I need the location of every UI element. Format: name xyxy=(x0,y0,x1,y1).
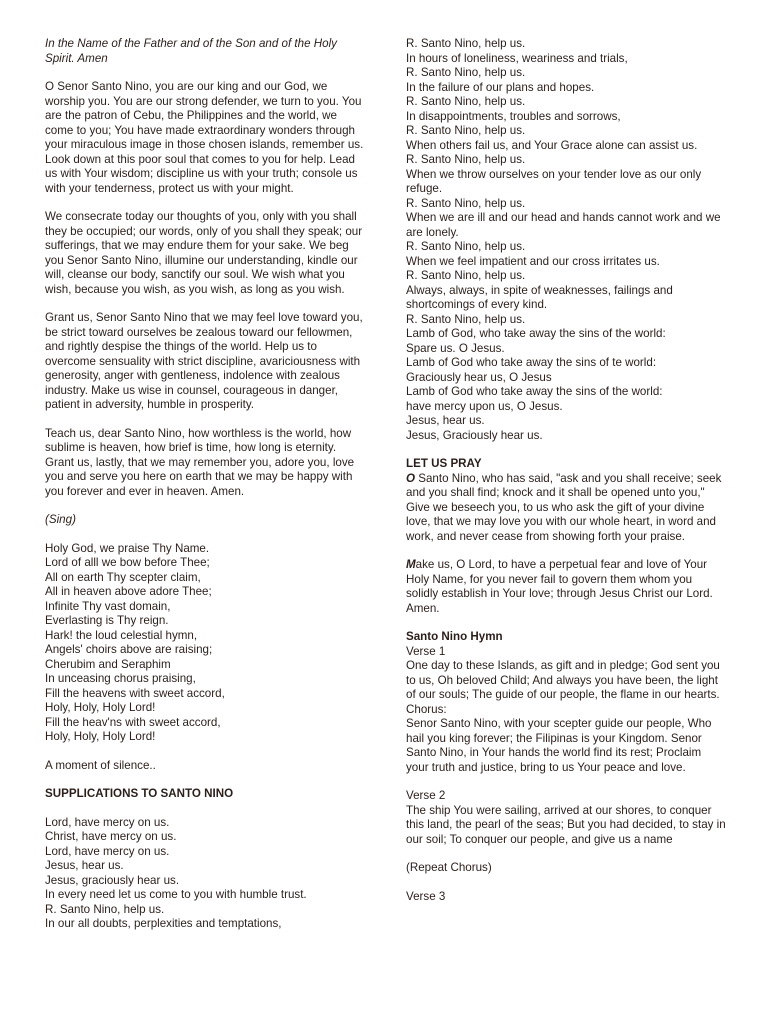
hymn-line: Infinite Thy vast domain, xyxy=(45,599,171,613)
litany-line: Jesus, hear us. xyxy=(45,859,124,872)
litany-line: When we feel impatient and our cross irritates us. xyxy=(406,254,660,268)
litany-line: R. Santo Nino, help us. xyxy=(406,196,526,210)
closing-prayer-2-text: ake us, O Lord, to have a perpetual fear and love of Your Holy Name, for you never fail to govern them whom you solidly establish in Your love; through Jesus Christ our Lord. Amen. xyxy=(406,558,713,615)
litany-line: R. Santo Nino, help us. xyxy=(406,124,526,137)
hymn-line: All on earth Thy scepter claim, xyxy=(45,570,201,584)
litany-line: R. Santo Nino, help us. xyxy=(406,95,526,108)
supplications-heading: SUPPLICATIONS TO SANTO NINO xyxy=(45,787,234,800)
verse-3-label: Verse 3 xyxy=(406,889,446,903)
litany-line: Lord, have mercy on us. xyxy=(45,815,170,829)
litany-line: In disappointments, troubles and sorrows, xyxy=(406,109,621,123)
drop-initial: O xyxy=(406,471,416,485)
hymn-holy-god xyxy=(45,542,367,745)
hymn-line: Fill the heavens with sweet accord, xyxy=(45,686,225,700)
right-column xyxy=(406,37,726,904)
litany-line: Always, always, in spite of weaknesses, failings and shortcomings of every kind. xyxy=(406,283,673,311)
litany-line: R. Santo Nino, help us. xyxy=(406,312,526,326)
litany-line: Lamb of God who take away the sins of te world: xyxy=(406,356,657,369)
chorus-text: Senor Santo Nino, with your scepter guide our people, Who hail you king forever; the Filipinas is your Kingdom. Senor Santo Nino, in Your hands the world find its rest; Proclaim your truth and justice, bring to us Your peace and love. xyxy=(406,717,712,774)
litany-line: When others fail us, and Your Grace alone can assist us. xyxy=(406,138,698,152)
litany-line: R. Santo Nino, help us. xyxy=(406,153,526,166)
verse-2-text: The ship You were sailing, arrived at our shores, to conquer this land, the pearl of the seas; But you had decided, to stay in our soil; To conquer our people, and give us a name xyxy=(406,803,726,846)
litany-right xyxy=(406,37,726,443)
hymn-line: Fill the heav'ns with sweet accord, xyxy=(45,715,221,729)
litany-line: R. Santo Nino, help us. xyxy=(406,269,526,282)
left-column xyxy=(45,37,367,932)
opening-invocation: In the Name of the Father and of the Son and of the Holy Spirit. Amen xyxy=(45,37,337,65)
litany-line: R. Santo Nino, help us. xyxy=(406,240,526,253)
let-us-pray-heading: LET US PRAY xyxy=(406,457,482,470)
chorus-label: Chorus: xyxy=(406,702,447,716)
hymn-line: All in heaven above adore Thee; xyxy=(45,585,212,598)
verse-1-label: Verse 1 xyxy=(406,644,446,658)
litany-line: When we are ill and our head and hands cannot work and we are lonely. xyxy=(406,211,721,239)
closing-prayer-2 xyxy=(406,558,726,616)
prayer-paragraph-1: O Senor Santo Nino, you are our king and our God, we worship you. You are our strong defender, we turn to you. You are the patron of Cebu, the Philippines and the world, we come to you; You have made extraordinary wonders through your miraculous image in those chosen islands, remember us. Look down at this poor soul that comes to you for help. Lead us with Your wisdom; discipline us with your truth; console us with your tenderness, protect us with your might. xyxy=(45,80,364,195)
hymn-line: In unceasing chorus praising, xyxy=(45,672,196,685)
sing-instruction: (Sing) xyxy=(45,513,76,526)
hymn-line: Lord of alll we bow before Thee; xyxy=(45,556,210,569)
litany-line: Lord, have mercy on us. xyxy=(45,844,170,858)
hymn-line: Holy God, we praise Thy Name. xyxy=(45,541,210,555)
verse-1-text: One day to these Islands, as gift and in pledge; God sent you to us, Oh beloved Child; And always you have been, the light of our souls; The guide of our people, the flame in our hearts. xyxy=(406,659,720,701)
hymn-line: Holy, Holy, Holy Lord! xyxy=(45,730,156,743)
drop-initial: M xyxy=(406,558,416,571)
litany-line: have mercy upon us, O Jesus. xyxy=(406,399,563,413)
litany-left xyxy=(45,816,367,932)
litany-line: Lamb of God, who take away the sins of the world: xyxy=(406,327,666,340)
santo-nino-hymn-heading: Santo Nino Hymn xyxy=(406,630,503,643)
hymn-line: Holy, Holy, Holy Lord! xyxy=(45,701,156,714)
litany-line: Spare us. O Jesus. xyxy=(406,341,505,355)
litany-line: R. Santo Nino, help us. xyxy=(45,902,165,916)
repeat-chorus: (Repeat Chorus) xyxy=(406,861,492,874)
verse-2-label: Verse 2 xyxy=(406,789,446,802)
hymn-line: Everlasting is Thy reign. xyxy=(45,614,169,627)
litany-line: Jesus, hear us. xyxy=(406,414,485,427)
prayer-paragraph-2: We consecrate today our thoughts of you, only with you shall they be occupied; our words, only of you shall they speak; our sufferings, that we may endure them for your sake. We beg you Senor Santo Nino, illumine our understanding, kindle our will, cleanse our body, sanctify our soul. We wish what you wish, because you wish, as you wish, as long as you wish. xyxy=(45,210,363,296)
closing-prayer-1 xyxy=(406,472,726,545)
hymn-line: Hark! the loud celestial hymn, xyxy=(45,628,198,642)
hymn-line: Angels' choirs above are raising; xyxy=(45,643,213,656)
litany-line: In our all doubts, perplexities and temptations, xyxy=(45,917,282,930)
litany-line: R. Santo Nino, help us. xyxy=(406,37,526,50)
closing-prayer-1-text: Santo Nino, who has said, "ask and you shall receive; seek and you shall find; knock and it shall be opened unto you," Give we beseech you, to us who ask the gift of your divine love, that we may love you with our whole heart, in word and work, and never cease from showing forth your praise. xyxy=(406,471,722,543)
litany-line: Jesus, graciously hear us. xyxy=(45,873,180,887)
prayer-paragraph-3: Grant us, Senor Santo Nino that we may feel love toward you, be strict toward ourselves be zealous toward our fellowmen, and rightly despise the things of the world. Help us to overcome sensuality with strict discipline, avariciousness with generosity, anger with gentleness, indolence with zealous industry. Make us wise in counsel, courageous in danger, patient in adversity, humble in prosperity. xyxy=(45,311,363,411)
litany-line: Jesus, Graciously hear us. xyxy=(406,428,543,442)
litany-line: In the failure of our plans and hopes. xyxy=(406,80,595,94)
hymn-line: Cherubim and Seraphim xyxy=(45,657,171,671)
litany-line: In every need let us come to you with humble trust. xyxy=(45,888,307,901)
prayer-paragraph-4: Teach us, dear Santo Nino, how worthless is the world, how sublime is heaven, how brief is time, how long is eternity. Grant us, lastly, that we may remember you, adore you, love you and serve you here on earth that we may be happy with you forever and ever in heaven. Amen. xyxy=(45,426,355,498)
litany-line: When we throw ourselves on your tender love as our only refuge. xyxy=(406,167,702,195)
litany-line: Graciously hear us, O Jesus xyxy=(406,370,552,384)
litany-line: R. Santo Nino, help us. xyxy=(406,66,526,79)
litany-line: Christ, have mercy on us. xyxy=(45,830,177,843)
litany-line: Lamb of God who take away the sins of the world: xyxy=(406,385,663,398)
litany-line: In hours of loneliness, weariness and trials, xyxy=(406,51,628,65)
moment-of-silence: A moment of silence.. xyxy=(45,758,156,772)
